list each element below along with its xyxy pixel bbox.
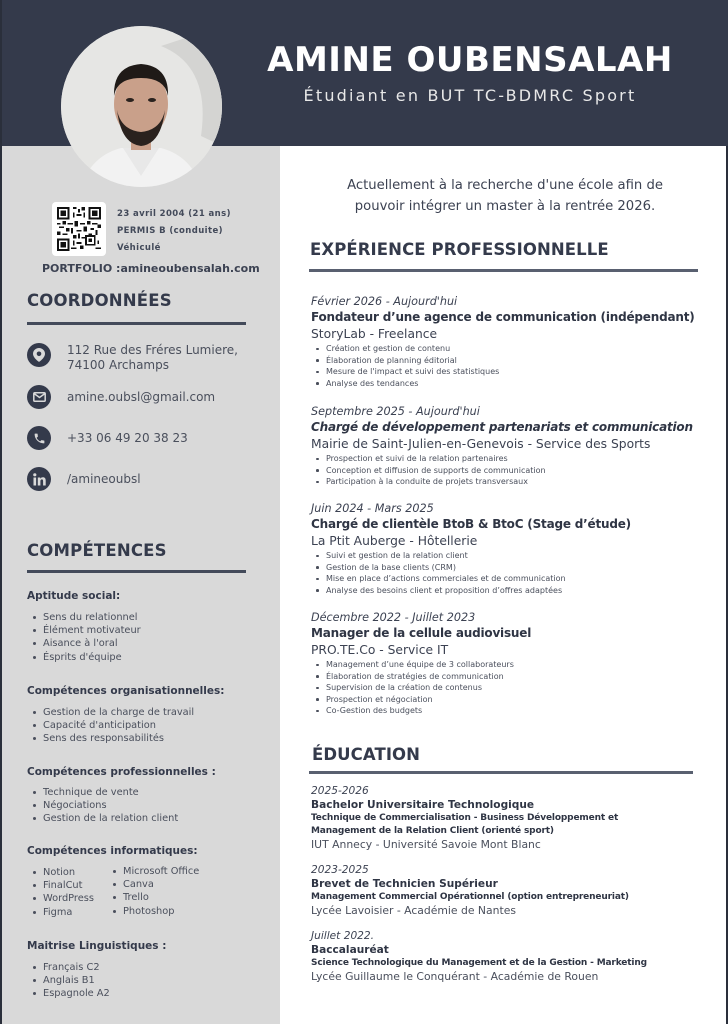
job-task: Élaboration de planning éditorial (311, 355, 711, 367)
candidate-subtitle: Étudiant en BUT TC-BDMRC Sport (303, 86, 637, 105)
skill-item: Espagnole A2 (32, 987, 110, 1000)
job-task: Gestion de la base clients (CRM) (311, 562, 711, 574)
job-tasks (311, 659, 711, 717)
education-entry (311, 784, 711, 852)
job-task: Supervision de la création de contenus (311, 682, 711, 694)
skill-item: WordPress (32, 892, 94, 905)
email-text[interactable]: amine.oubsl@gmail.com (67, 390, 216, 404)
contact-email[interactable] (27, 385, 215, 409)
education-entry (311, 863, 711, 918)
job-role: Fondateur d’une agence de communication (indépendant) (311, 310, 695, 324)
intro-statement (300, 175, 710, 217)
education-degree: Baccalauréat (311, 944, 389, 956)
skills-group-heading: Compétences informatiques: (27, 845, 198, 857)
skill-item: Français C2 (32, 961, 110, 974)
education-specialty: Management Commercial Opérationnel (option entrepreneuriat) (311, 892, 629, 902)
education-divider (309, 771, 693, 774)
intro-line: Actuellement à la recherche d'une école afin de (347, 178, 663, 193)
education-school: Lycée Lavoisier - Académie de Nantes (311, 904, 516, 917)
job-task: Co-Gestion des budgets (311, 705, 711, 717)
skills-group-heading: Maitrise Linguistiques : (27, 940, 167, 952)
experience-title: EXPÉRIENCE PROFESSIONNELLE (310, 240, 609, 259)
skills-group-heading: Compétences professionnelles : (27, 766, 216, 778)
education-title: ÉDUCATION (312, 745, 421, 764)
job-organization: StoryLab - Freelance (311, 327, 438, 341)
skills-divider (27, 570, 246, 573)
education-school: IUT Annecy - Université Savoie Mont Blanc (311, 838, 541, 851)
skill-item: Sens des responsabilités (32, 732, 194, 745)
portfolio-link[interactable]: PORTFOLIO :amineoubensalah.com (42, 262, 260, 275)
job-tasks (311, 550, 711, 596)
location-pin-icon (27, 343, 51, 367)
job-task: Conception et diffusion de supports de communication (311, 465, 711, 477)
job-entry (311, 404, 711, 488)
job-task: Management d’une équipe de 3 collaborateurs (311, 659, 711, 671)
skills-group-heading: Aptitude social: (27, 590, 121, 602)
job-date: Décembre 2022 - Juillet 2023 (311, 611, 476, 624)
skill-item: Notion (32, 866, 94, 879)
skill-item: Capacité d'anticipation (32, 719, 194, 732)
contact-address (27, 343, 238, 373)
skill-item: Trello (112, 891, 199, 904)
job-role: Manager de la cellule audiovisuel (311, 626, 532, 640)
job-task: Participation à la conduite de projets transversaux (311, 476, 711, 488)
skill-item: Ésprits d'équipe (32, 651, 141, 664)
job-organization: Mairie de Saint-Julien-en-Genevois - Service des Sports (311, 437, 651, 451)
skill-item: Élément motivateur (32, 624, 141, 637)
job-role: Chargé de développement partenariats et communication (311, 420, 693, 434)
job-date: Février 2026 - Aujourd'hui (311, 295, 458, 308)
job-task: Mise en place d’actions commerciales et de communication (311, 573, 711, 585)
linkedin-text[interactable]: /amineoubsl (67, 472, 141, 486)
job-organization: PRO.TE.Co - Service IT (311, 643, 449, 657)
address-line-2: 74100 Archamps (67, 358, 169, 372)
education-degree: Bachelor Universitaire Technologique (311, 799, 535, 811)
skills-group-list (32, 706, 194, 746)
education-date: Juillet 2022. (311, 930, 375, 942)
personal-infos (117, 206, 231, 257)
page-border-left (0, 0, 2, 1024)
skills-group-heading: Compétences organisationnelles: (27, 685, 225, 697)
job-task: Élaboration de stratégies de communication (311, 671, 711, 683)
skill-item: Microsoft Office (112, 865, 199, 878)
intro-line: pouvoir intégrer un master à la rentrée 2026. (354, 199, 656, 214)
job-entry (311, 501, 711, 596)
job-role: Chargé de clientèle BtoB & BtoC (Stage d’étude) (311, 517, 631, 531)
skill-item: Figma (32, 906, 94, 919)
skill-item: FinalCut (32, 879, 94, 892)
education-school: Lycée Guillaume le Conquérant - Académie de Rouen (311, 970, 599, 983)
phone-text[interactable]: +33 06 49 20 38 23 (67, 431, 188, 445)
driving-license: PERMIS B (conduite) (117, 226, 223, 236)
qr-code-icon (57, 207, 101, 251)
contact-linkedin[interactable] (27, 467, 141, 491)
education-specialty: Science Technologique du Management et de la Gestion - Marketing (311, 958, 647, 968)
skills-group-list (32, 961, 110, 1001)
job-tasks (311, 343, 711, 389)
job-tasks (311, 453, 711, 488)
job-date: Juin 2024 - Mars 2025 (311, 502, 434, 515)
skill-item: Technique de vente (32, 786, 178, 799)
skills-group-list (32, 611, 141, 664)
skill-item: Aisance à l'oral (32, 637, 141, 650)
education-degree: Brevet de Technicien Supérieur (311, 878, 498, 890)
skill-item: Négociations (32, 799, 178, 812)
skills-it-col-2 (112, 865, 199, 918)
skill-item: Gestion de la relation client (32, 812, 178, 825)
job-date: Septembre 2025 - Aujourd'hui (311, 405, 480, 418)
job-organization: La Ptit Auberge - Hôtellerie (311, 534, 478, 548)
skill-item: Sens du relationnel (32, 611, 141, 624)
contact-divider (27, 322, 246, 325)
contact-title: COORDONNÉES (27, 291, 172, 310)
experience-divider (309, 269, 698, 272)
contact-phone[interactable] (27, 426, 188, 450)
candidate-name: AMINE OUBENSALAH (267, 40, 673, 80)
job-task: Suivi et gestion de la relation client (311, 550, 711, 562)
linkedin-icon (27, 467, 51, 491)
skill-item: Canva (112, 878, 199, 891)
phone-icon (27, 426, 51, 450)
vehicle-status: Véhiculé (117, 243, 161, 253)
birth-date: 23 avril 2004 (21 ans) (117, 209, 231, 219)
job-task: Analyse des tendances (311, 378, 711, 390)
skill-item: Anglais B1 (32, 974, 110, 987)
skill-item: Gestion de la charge de travail (32, 706, 194, 719)
job-entry (311, 294, 711, 389)
skill-item: Photoshop (112, 905, 199, 918)
job-task: Mesure de l'impact et suivi des statistiques (311, 366, 711, 378)
education-specialty: Technique de Commercialisation - Business Développement et Management de la Relation Client (orienté sport) (311, 813, 619, 836)
skills-group-list (32, 786, 178, 826)
education-date: 2025-2026 (311, 785, 369, 797)
mail-icon (27, 385, 51, 409)
education-date: 2023-2025 (311, 864, 369, 876)
skills-it-col-1 (32, 866, 94, 919)
job-task: Création et gestion de contenu (311, 343, 711, 355)
job-task: Analyse des besoins client et proposition d’offres adaptées (311, 585, 711, 597)
job-entry (311, 610, 711, 717)
qr-code[interactable] (52, 202, 106, 256)
address-line-1: 112 Rue des Fréres Lumiere, (67, 343, 238, 357)
education-entry (311, 929, 711, 984)
job-task: Prospection et négociation (311, 694, 711, 706)
skills-title: COMPÉTENCES (27, 541, 167, 560)
job-task: Prospection et suivi de la relation partenaires (311, 453, 711, 465)
profile-photo (61, 26, 222, 187)
